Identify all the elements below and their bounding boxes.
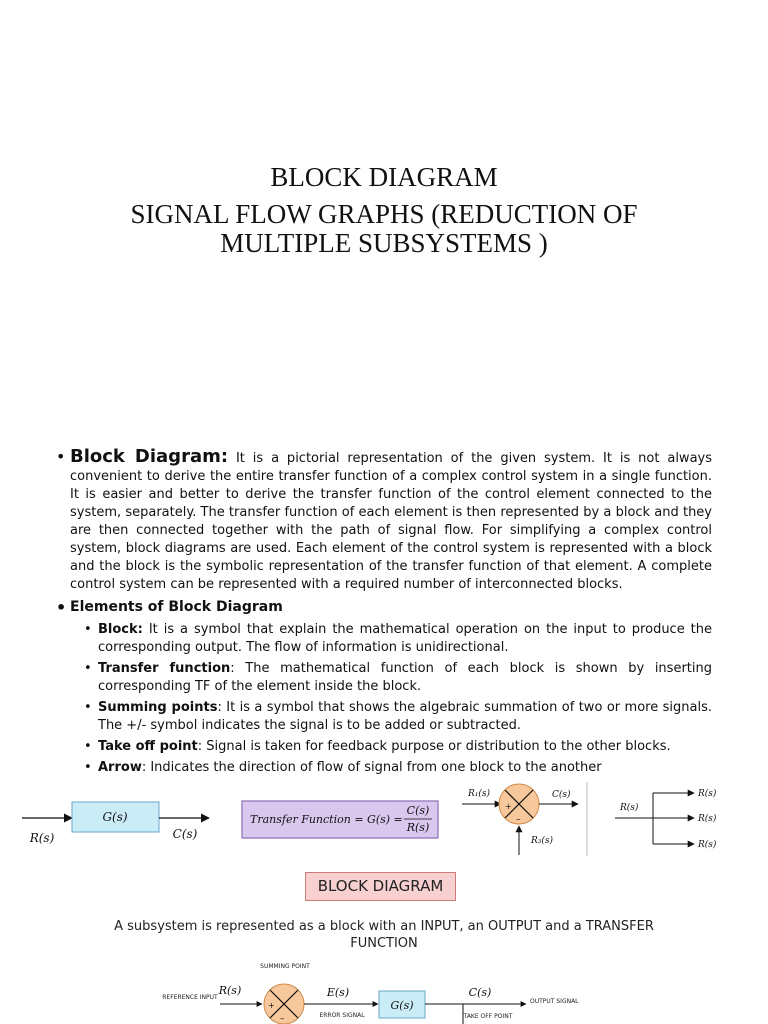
- block-diagram-text: It is a pictorial representation of the given system. It is not always convenient to derive the entire transfer function of a complex control system in a single function. It is easier and better to derive the transfer function of the control element connected to the system, separately. The transfer function of each element is then represented by a block and they are then connected together with the path of signal flow. For simplifying a complex control system, block diagrams are used. Each element of the control system is represented with a block and the block is the symbolic representation of the transfer function of that element. A complete control system can be represented with a required number of interconnected blocks.: [70, 451, 712, 592]
- sys-r-label: R(s): [218, 984, 242, 997]
- bullet-icon: •: [56, 447, 66, 466]
- sum-input-label: R₁(s): [468, 789, 491, 799]
- section-label: BLOCK DIAGRAM: [305, 872, 456, 901]
- takeoff-input-label: R(s): [620, 803, 639, 813]
- summing-point-label: SUMMING POINT: [260, 963, 310, 970]
- takeoff-figure: [615, 788, 717, 850]
- sys-gain-label: G(s): [390, 999, 414, 1012]
- bullet-block-diagram: [56, 448, 712, 594]
- item-text: : Signal is taken for feedback purpose or distribution to the other blocks.: [197, 739, 671, 754]
- sum-feedback-label: R₃(s): [531, 836, 554, 846]
- item-term: Transfer function: [98, 661, 231, 676]
- item-text: : The mathematical function of each block is shown by inserting corresponding TF of the element inside the block.: [98, 661, 712, 694]
- error-signal-label: ERROR SIGNAL: [319, 1012, 365, 1019]
- item-term: Arrow: [98, 760, 142, 775]
- elements-heading: Elements of Block Diagram: [70, 599, 283, 615]
- takeoff-output-2: R(s): [698, 814, 717, 824]
- output-label: C(s): [172, 827, 198, 841]
- list-item: [84, 699, 712, 735]
- sum-plus: +: [505, 802, 512, 811]
- summing-figure: [462, 784, 578, 855]
- bullet-icon: •: [56, 598, 67, 617]
- gain-label: G(s): [102, 810, 128, 824]
- subtitle-line-1: SIGNAL FLOW GRAPHS (REDUCTION OF: [130, 199, 638, 229]
- page-title: BLOCK DIAGRAM: [270, 162, 498, 192]
- sum-minus: –: [516, 815, 521, 825]
- figures-row: [0, 780, 768, 860]
- section-subtitle: A subsystem is represented as a block with an INPUT, an OUTPUT and a TRANSFER FUNCTION: [114, 919, 654, 951]
- list-item: [84, 660, 712, 696]
- bullet-elements: [56, 599, 712, 617]
- take-off-label: TAKE OFF POINT: [463, 1013, 513, 1020]
- block-diagram-heading: Block Diagram:: [70, 446, 229, 467]
- item-text: It is a symbol that explain the mathematical operation on the input to produce the corresponding output. The flow of information is unidirectional.: [98, 622, 712, 655]
- output-signal-label: OUTPUT SIGNAL: [530, 998, 579, 1005]
- item-term: Summing points: [98, 700, 218, 715]
- list-item: [84, 759, 712, 777]
- elements-list: [56, 621, 712, 777]
- content: [56, 448, 712, 780]
- system-diagram: [0, 958, 768, 1024]
- bullet-icon: •: [84, 739, 92, 754]
- transfer-denominator: R(s): [406, 821, 430, 834]
- bullet-icon: •: [84, 661, 92, 676]
- item-term: Take off point: [98, 739, 198, 754]
- sys-minus: –: [280, 1014, 285, 1024]
- takeoff-output-3: R(s): [698, 840, 717, 850]
- transfer-numerator: C(s): [406, 804, 430, 817]
- sys-e-label: E(s): [326, 986, 350, 999]
- sum-output-label: C(s): [552, 790, 571, 800]
- sys-c-label: C(s): [468, 986, 492, 999]
- block-diagram-paragraph: [70, 448, 712, 594]
- bullet-icon: •: [84, 760, 92, 775]
- takeoff-output-1: R(s): [698, 789, 717, 799]
- block-figure: [22, 802, 209, 845]
- item-text: : It is a symbol that shows the algebraic summation of two or more signals. The +/- symbol indicates the signal is to be added or subtracted.: [98, 700, 712, 733]
- list-item: [84, 621, 712, 657]
- item-text: : Indicates the direction of flow of signal from one block to the another: [141, 760, 602, 775]
- transfer-text: Transfer Function = G(s) =: [250, 813, 403, 826]
- bullet-icon: •: [84, 700, 92, 715]
- page-subtitle: [0, 200, 768, 258]
- item-term: Block:: [98, 622, 143, 637]
- ref-input-label: REFERENCE INPUT: [162, 994, 218, 1001]
- sys-plus: +: [268, 1001, 275, 1010]
- input-label: R(s): [29, 831, 55, 845]
- list-item: [84, 738, 712, 756]
- subtitle-line-2: MULTIPLE SUBSYSTEMS ): [220, 228, 548, 258]
- bullet-icon: •: [84, 622, 92, 637]
- transfer-function-figure: [242, 801, 438, 838]
